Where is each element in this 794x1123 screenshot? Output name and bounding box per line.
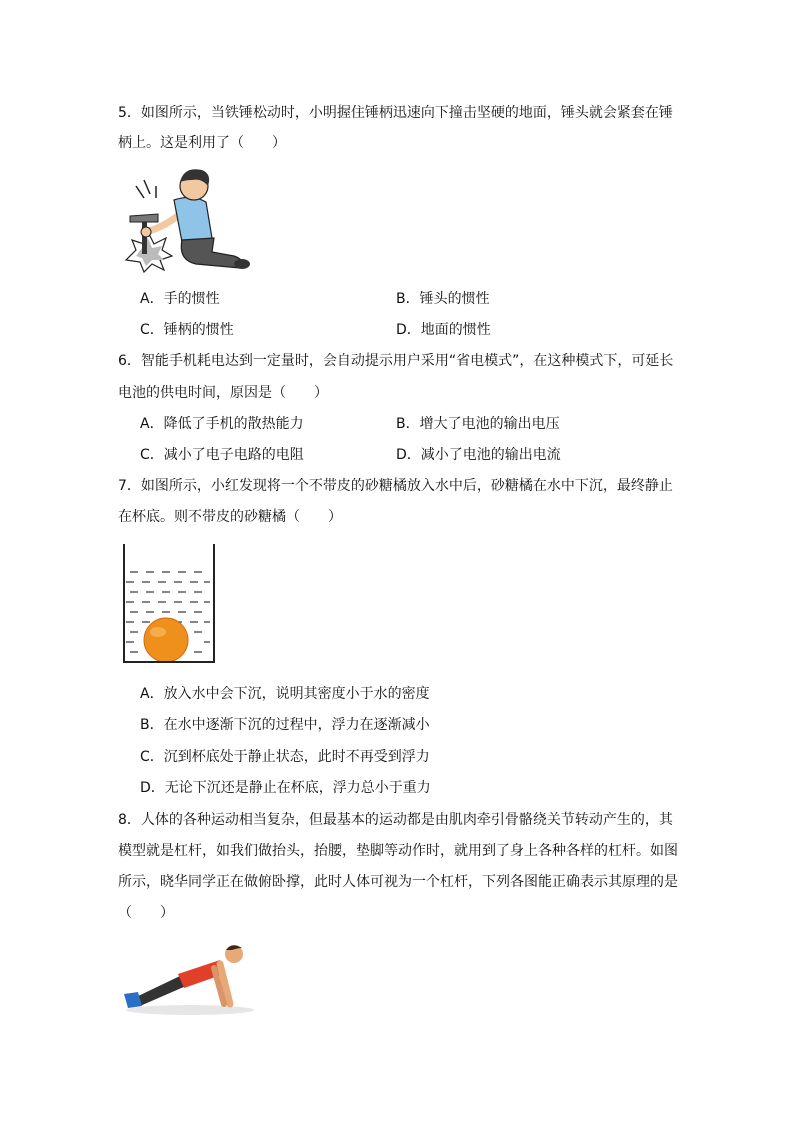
q6-option-d[interactable]: D．减小了电池的输出电流 <box>396 447 561 463</box>
q6-line1: 6．智能手机耗电达到一定量时，会自动提示用户采用“省电模式”，在这种模式下，可延长 <box>118 353 674 369</box>
q5-option-d[interactable]: D．地面的惯性 <box>396 322 491 338</box>
q8-line4: （ ） <box>118 905 174 921</box>
q7-option-c[interactable]: C．沉到杯底处于静止状态，此时不再受到浮力 <box>140 749 430 765</box>
beaker-figure <box>120 542 218 666</box>
q8-line1: 8．人体的各种运动相当复杂，但最基本的运动都是由肌肉牵引骨骼绕关节转动产生的，其 <box>118 812 673 828</box>
q7-option-a[interactable]: A．放入水中会下沉，说明其密度小于水的密度 <box>140 686 430 702</box>
q5-line1: 5．如图所示，当铁锤松动时，小明握住锤柄迅速向下撞击坚硬的地面，锤头就会紧套在锤 <box>118 105 673 121</box>
q5-line2: 柄上。这是利用了（ ） <box>118 135 286 151</box>
q7-option-d[interactable]: D．无论下沉还是静止在杯底，浮力总小于重力 <box>140 780 431 796</box>
q5-option-b[interactable]: B．锤头的惯性 <box>396 291 490 307</box>
pushup-figure <box>120 940 260 1018</box>
q7-line1: 7．如图所示，小红发现将一个不带皮的砂糖橘放入水中后，砂糖橘在水中下沉，最终静止 <box>118 478 673 494</box>
q8-line3: 所示，晓华同学正在做俯卧撑，此时人体可视为一个杠杆，下列各图能正确表示其原理的是 <box>118 874 678 890</box>
hammer-figure <box>122 164 256 276</box>
q7-line2: 在杯底。则不带皮的砂糖橘（ ） <box>118 509 342 525</box>
q8-line2: 模型就是杠杆，如我们做抬头，抬腰，垫脚等动作时，就用到了身上各种各样的杠杆。如图 <box>118 843 678 859</box>
q7-option-b[interactable]: B．在水中逐渐下沉的过程中，浮力在逐渐减小 <box>140 717 430 733</box>
q5-option-c[interactable]: C．锤柄的惯性 <box>140 322 234 338</box>
q5-option-a[interactable]: A．手的惯性 <box>140 291 220 307</box>
q6-line2: 电池的供电时间，原因是（ ） <box>118 385 328 401</box>
q6-option-c[interactable]: C．减小了电子电路的电阻 <box>140 447 304 463</box>
q6-option-a[interactable]: A．降低了手机的散热能力 <box>140 416 304 432</box>
q6-option-b[interactable]: B．增大了电池的输出电压 <box>396 416 560 432</box>
